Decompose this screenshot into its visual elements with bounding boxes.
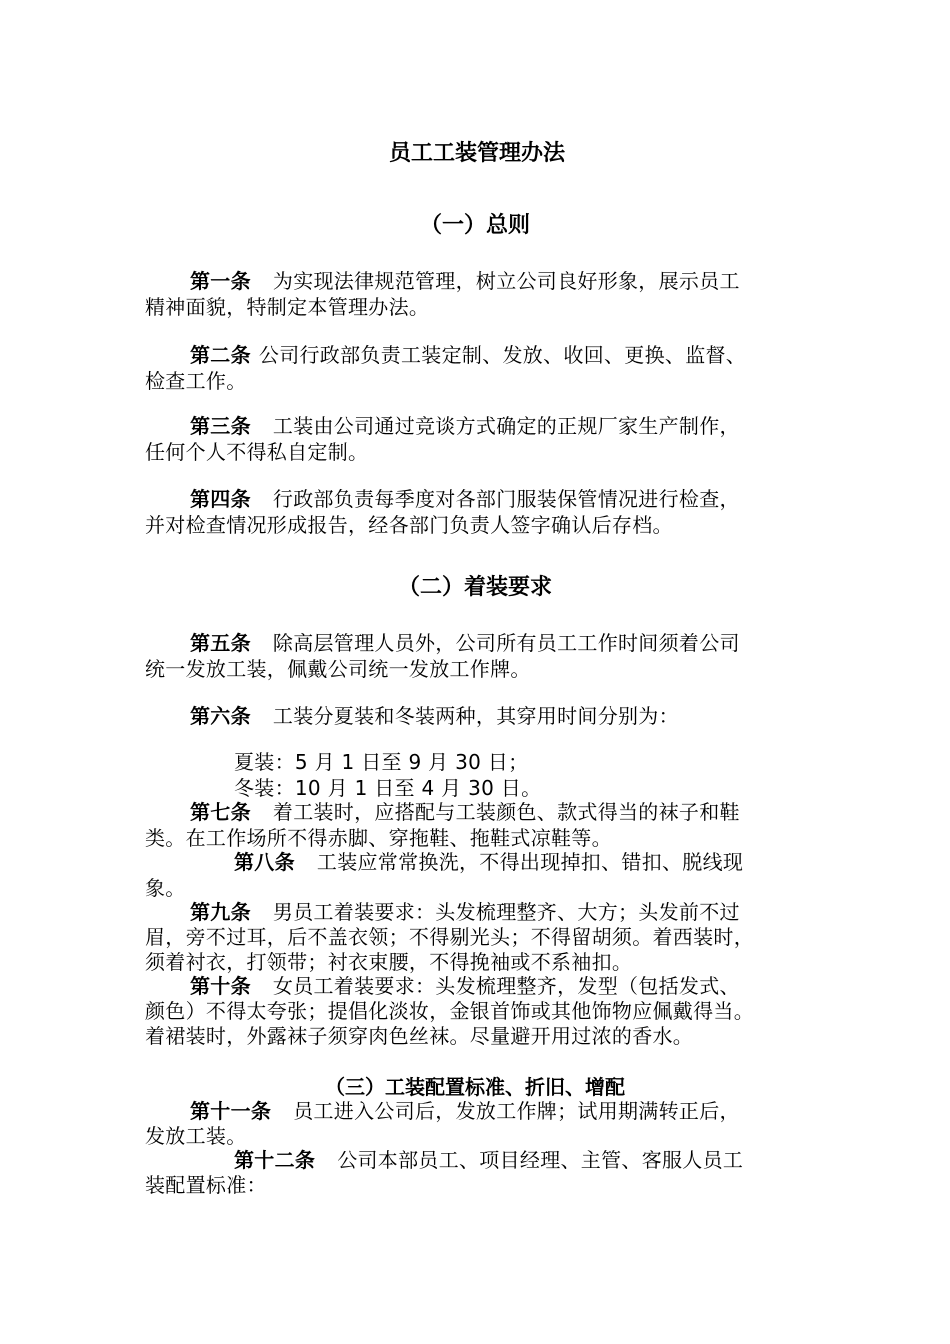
article-label: 第十条	[190, 974, 251, 998]
article-text: 装配置标准：	[145, 1173, 267, 1197]
article-label: 第十一条	[190, 1099, 272, 1123]
section-heading-standards: （三）工装配置标准、折旧、增配	[325, 1075, 625, 1099]
article-text: 公司本部员工、项目经理、主管、客服人员工	[337, 1148, 744, 1172]
article-text: 着裙装时，外露袜子须穿肉色丝袜。尽量避开用过浓的香水。	[145, 1024, 694, 1048]
article-subline-summer: 夏装：5 月 1 日至 9 月 30 日；	[234, 750, 529, 774]
article-text: 检查工作。	[145, 369, 247, 393]
article-text: 眉，旁不过耳，后不盖衣领；不得剔光头；不得留胡须。着西装时，	[145, 925, 754, 949]
article-text: 象。	[145, 876, 186, 900]
article-label: 第七条	[190, 800, 251, 824]
article-label: 第四条	[190, 487, 251, 511]
article-text: 工装分夏装和冬装两种，其穿用时间分别为：	[272, 704, 679, 728]
article-text: 任何个人不得私自定制。	[145, 440, 369, 464]
article-text: 除高层管理人员外，公司所有员工工作时间须着公司	[272, 631, 740, 655]
article-text: 女员工着装要求：头发梳理整齐，发型（包括发式、	[272, 974, 740, 998]
article-text: 统一发放工装，佩戴公司统一发放工作牌。	[145, 657, 531, 681]
article-text: 公司行政部负责工装定制、发放、收回、更换、监督、	[258, 343, 747, 367]
article-text: 并对检查情况形成报告，经各部门负责人签字确认后存档。	[145, 513, 673, 537]
article-text: 类。在工作场所不得赤脚、穿拖鞋、拖鞋式凉鞋等。	[145, 826, 612, 850]
article-label: 第九条	[190, 900, 251, 924]
article-label: 第一条	[190, 269, 251, 293]
article-text: 工装由公司通过竞谈方式确定的正规厂家生产制作，	[272, 414, 740, 438]
article-text: 着工装时，应搭配与工装颜色、款式得当的袜子和鞋	[272, 800, 740, 824]
article-text: 工装应常常换洗，不得出现掉扣、错扣、脱线现	[316, 850, 744, 874]
section-heading-general: （一）总则	[419, 213, 530, 238]
article-label: 第八条	[234, 850, 295, 874]
article-text: 行政部负责每季度对各部门服装保管情况进行检查，	[272, 487, 740, 511]
article-label: 第十二条	[234, 1148, 316, 1172]
article-label: 第五条	[190, 631, 251, 655]
article-label: 第六条	[190, 704, 251, 728]
article-text: 须着衬衣，打领带；衬衣束腰，不得挽袖或不系袖扣。	[145, 950, 633, 974]
article-subline-winter: 冬装：10 月 1 日至 4 月 30 日。	[234, 776, 542, 800]
article-text: 为实现法律规范管理，树立公司良好形象，展示员工	[272, 269, 740, 293]
article-text: 男员工着装要求：头发梳理整齐、大方；头发前不过	[272, 900, 740, 924]
article-text: 精神面貌，特制定本管理办法。	[145, 295, 430, 319]
article-text: 员工进入公司后，发放工作牌；试用期满转正后，	[293, 1099, 740, 1123]
article-text: 颜色）不得太夸张；提倡化淡妆，金银首饰或其他饰物应佩戴得当。	[145, 999, 754, 1023]
article-text: 发放工装。	[145, 1124, 247, 1148]
document-title: 员工工装管理办法	[388, 141, 565, 166]
article-label: 第三条	[190, 414, 251, 438]
article-label: 第二条	[190, 343, 251, 367]
section-heading-dress-code: （二）着装要求	[397, 575, 552, 600]
